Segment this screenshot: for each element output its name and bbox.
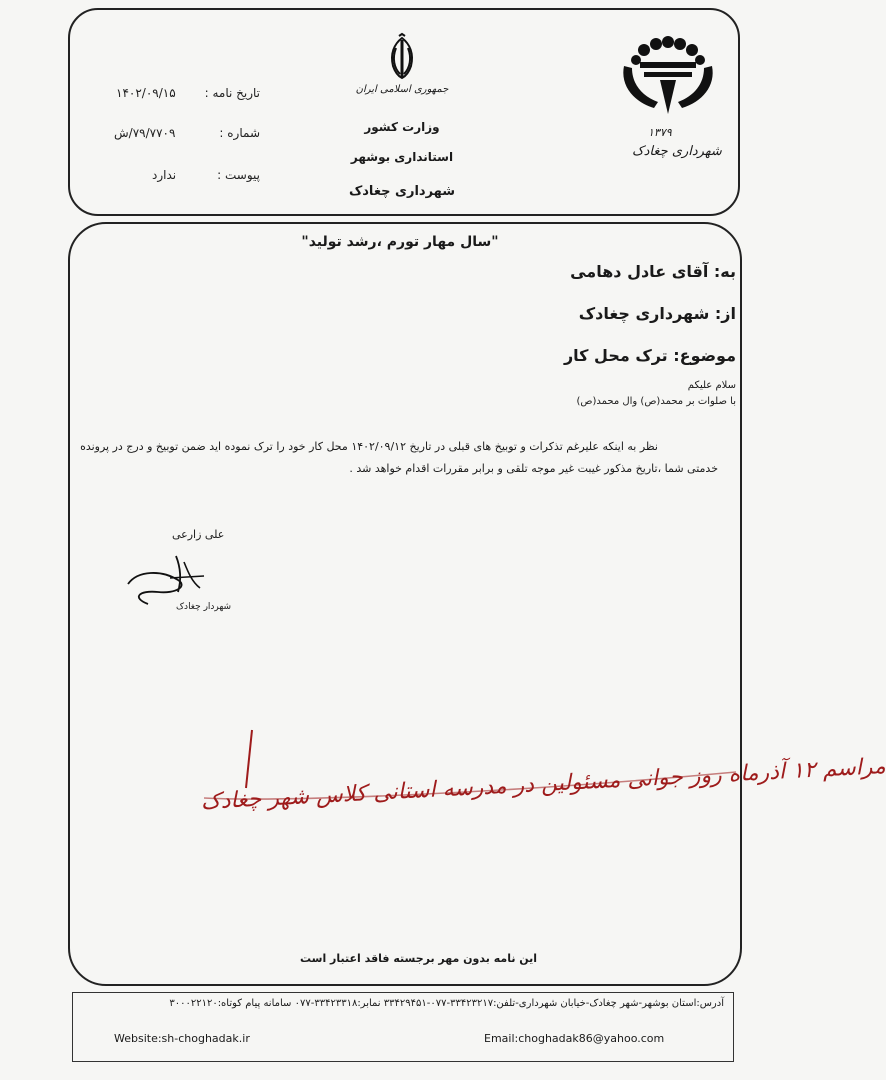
logo-year: ۱۳۷۹ xyxy=(648,126,672,139)
handwritten-note: مراسم ۱۲ آذرماه روز جوانی مسئولین در مدرسه استانی کلاس شهر چغادک xyxy=(200,754,886,815)
slogan: "سال مهار تورم ،رشد تولید" xyxy=(301,234,499,250)
attachment-value: ندارد xyxy=(152,168,177,182)
salutation: با صلوات بر محمد(ص) وال محمد(ص) xyxy=(576,396,736,407)
recipient-line: به: آقای عادل دهامی xyxy=(570,262,736,281)
body-line-1: نظر به اینکه علیرغم تذکرات و توبیخ های قبلی در تاریخ ۱۴۰۲/۰۹/۱۲ محل کار خود را ترک نموده اید ضمن توبیخ و درج در پرونده xyxy=(80,440,658,453)
footer-email[interactable]: Email:choghadak86@yahoo.com xyxy=(484,1032,665,1045)
signer-title: شهردار چغادک xyxy=(176,602,232,612)
logo-caption: شهرداری چغادک xyxy=(632,144,722,159)
number-value: ۷۹/۷۷۰۹/ش xyxy=(114,126,176,140)
letter-date-row xyxy=(110,86,260,106)
letter-date-label: تاریخ نامه : xyxy=(204,86,260,100)
footer-website[interactable]: Website:sh-choghadak.ir xyxy=(114,1032,250,1045)
iran-emblem-icon xyxy=(384,34,420,82)
validity-note: این نامه بدون مهر برجسته فاقد اعتبار است xyxy=(300,952,538,965)
signer-name: علی زارعی xyxy=(172,528,225,541)
body-paragraph xyxy=(78,436,718,480)
attachment-label: پیوست : xyxy=(217,168,260,182)
municipality-name: شهرداری چغادک xyxy=(348,184,456,199)
footer-address: آدرس:استان بوشهر-شهر چغادک-خیابان شهرداری-تلفن:۳۳۴۲۳۲۱۷-۰۷۷-۳۳۴۲۹۴۵۱ نمابر:۳۳۴۲۳۳۱۸-۰۷۷ سامانه پیام کوتاه:۳۰۰۰۲۲۱۲۰ xyxy=(169,998,724,1009)
handwriting-underline-icon xyxy=(200,720,740,810)
ministry-name: وزارت کشور xyxy=(364,120,440,134)
municipality-logo-icon xyxy=(614,36,718,116)
body-line-2: خدمتی شما ،تاریخ مذکور غیبت غیر موجه تلقی و برابر مقررات اقدام خواهد شد . xyxy=(349,462,718,475)
number-label: شماره : xyxy=(219,126,260,140)
signature-icon xyxy=(118,548,218,610)
governorate-name: استانداری بوشهر xyxy=(350,150,454,164)
number-row xyxy=(110,126,260,146)
greeting: سلام علیکم xyxy=(687,380,736,391)
letter-date-value: ۱۴۰۲/۰۹/۱۵ xyxy=(116,86,176,100)
attachment-row xyxy=(110,168,260,188)
emblem-caption: جمهوری اسلامی ایران xyxy=(355,84,449,95)
sender-line: از: شهرداری چغادک xyxy=(578,304,736,323)
subject-line: موضوع: ترک محل کار xyxy=(563,346,736,365)
